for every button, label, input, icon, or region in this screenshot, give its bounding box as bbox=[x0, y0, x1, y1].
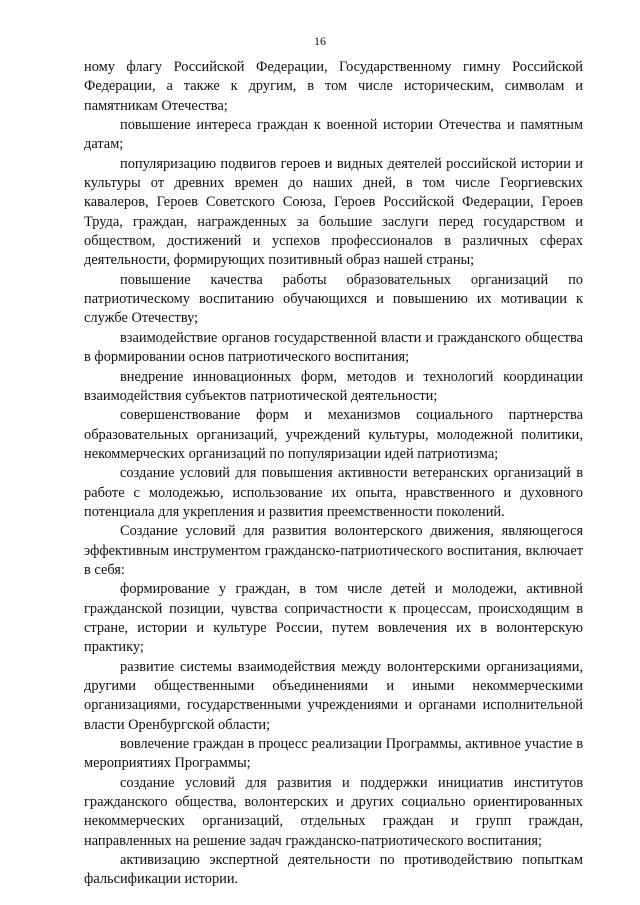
paragraph-military-history: повышение интереса граждан к военной истории Отечества и памятным датам; bbox=[84, 117, 583, 153]
paragraph-continuation: ному флагу Российской Федерации, Государственному гимну Российской Федерации, а также к другим, в том числе историческим, символам и памятникам Отечества; bbox=[84, 59, 583, 114]
paragraph-heroes: популяризацию подвигов героев и видных деятелей российской истории и культуры от древних времен до наших дней, в том числе Георгиевских кавалеров, Героев Советского Союза, Героев Российской Федерации, Героев Труда, граждан, награжденных за большие заслуги перед государством и обществом, достижений и успехов профессионалов в различных сферах деятельности, формирующих позитивный образ нашей страны; bbox=[84, 155, 583, 269]
paragraph-innovation: внедрение инновационных форм, методов и технологий координации взаимодействия субъектов патриотической деятельности; bbox=[84, 368, 583, 404]
paragraph-falsification: активизацию экспертной деятельности по противодействию попыткам фальсификации истории. bbox=[84, 852, 583, 888]
page-number: 16 bbox=[314, 34, 326, 48]
paragraph-state-society: взаимодействие органов государственной власти и гражданского общества в формировании основ патриотического воспитания; bbox=[84, 329, 583, 366]
paragraph-veterans: создание условий для повышения активности ветеранских организаций в работе с молодежью, использование их опыта, нравственного и духовного потенциала для укрепления и развития преемственности поколений. bbox=[84, 465, 583, 520]
paragraph-program-involvement: вовлечение граждан в процесс реализации Программы, активное участие в мероприятиях Программы; bbox=[84, 736, 583, 772]
paragraph-civic-position: формирование у граждан, в том числе детей и молодежи, активной гражданской позиции, чувства сопричастности к процессам, происходящим в стране, истории и культуре России, путем вовлечения их в волонтерскую практику; bbox=[84, 581, 583, 656]
paragraph-initiatives: создание условий для развития и поддержки инициатив институтов гражданского общества, волонтерских и других социально ориентированных некоммерческих организаций, отдельных граждан и групп граждан, направленных на решение задач гражданско-патриотического воспитания; bbox=[84, 774, 583, 849]
paragraph-partnership: совершенствование форм и механизмов социального партнерства образовательных организаций, учреждений культуры, молодежной политики, некоммерческих организаций по популяризации идей патриотизма; bbox=[84, 407, 583, 462]
paragraph-volunteer-intro: Создание условий для развития волонтерского движения, являющегося эффективным инструментом гражданско-патриотического воспитания, включает в себя: bbox=[84, 523, 583, 578]
paragraph-interaction-system: развитие системы взаимодействия между волонтерскими организациями, другими общественными объединениями и иными некоммерческими организациями, государственными учреждениями и органами исполнительной власти Оренбургской области; bbox=[84, 658, 583, 733]
paragraph-education-quality: повышение качества работы образовательных организаций по патриотическому воспитанию обучающихся и повышению их мотивации к службе Отечеству; bbox=[84, 271, 583, 327]
document-body bbox=[84, 58, 583, 890]
